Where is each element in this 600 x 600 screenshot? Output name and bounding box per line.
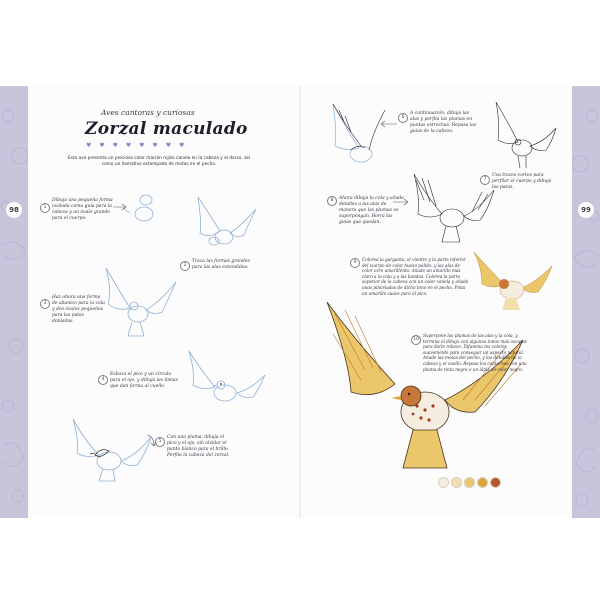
step-8-text: Ahora dibuja la cola y añade detalles a las alas de manera que las plumas se superpongan. Borra las guías que quedan. (339, 196, 404, 225)
swatch-2 (451, 477, 462, 488)
step5-sketch (65, 415, 155, 485)
intro-paragraph: Esta ave presenta un precioso color marrón rojizo canela en la cabeza y el dorso, así como un llamativo estampado de motas en el pecho. (67, 156, 251, 168)
final-thrush-illustration (325, 300, 525, 475)
step-number-7: 7 (480, 175, 490, 185)
swatch-1 (438, 477, 449, 488)
step2-sketch (190, 195, 260, 255)
floral-pattern-icon (0, 86, 28, 518)
left-decorative-band (0, 86, 28, 518)
step-number-1: 1 (40, 203, 50, 213)
step-number-2: 2 (180, 261, 190, 271)
page-number-right: 99 (581, 206, 591, 214)
step-2-text: Traza las formas grandes para las alas extendidas. (192, 259, 250, 270)
step-1-text: Dibuja una pequeña forma ovalada como guía para la cabeza y un óvalo grande para el cuerpo. (52, 198, 113, 221)
step-number-9: 9 (350, 258, 360, 268)
step-number-3: 3 (40, 299, 50, 309)
step-5-text: Con una pluma, dibuja el pico y el ojo, sin olvidar el punto blanco para el brillo. Perfila la cabeza del zorzal. (167, 435, 230, 458)
step7-sketch (490, 98, 560, 173)
step-number-10: 10 (411, 335, 421, 345)
step-number-5: 5 (155, 437, 165, 447)
swatch-3 (464, 477, 475, 488)
step3-sketch (100, 262, 180, 342)
arrow-icon (112, 203, 128, 211)
page-number-left: 98 (9, 206, 19, 214)
section-kicker: Aves cantoras y curiosas (101, 108, 195, 117)
arrow-icon (146, 433, 156, 447)
step-number-6: 6 (398, 113, 408, 123)
step-9-text: Colorea la garganta, el vientre y la parte inferior del cuerpo de color hueso pálido, y las alas de color ocre amarillento. Añade un amarillo más claro a la cola y a las bandas. Colorea la parte superior de la cabeza con un color canela y añade unas pinceladas de dicho tono en el pecho. Pinta un amarillo suave para el pico. (362, 257, 469, 296)
step-10-text: Superpone las plumas de las alas y la cola, y termina el dibujo con algunos tonos más oscuros para darle relieve. Difumina los colores suavemente para conseguir un aspecto natural. Añade las motas del pecho, y los detalles de la cabeza y el cuello. Repasa los contornos con una pluma de tinta negra o un lápiz de color negro. (423, 333, 527, 372)
step-6-text: A continuación, dibuja las alas y perfila las plumas en puntas estrechas. Repasa las guías de la cabeza. (410, 111, 477, 134)
floral-pattern-icon (572, 86, 600, 518)
arrow-icon (378, 118, 398, 128)
step4-sketch (185, 345, 270, 415)
step6-sketch (325, 100, 400, 170)
swatch-4 (477, 477, 488, 488)
step-7-text: Usa trazos cortos para perfilar el cuerpo y dibuja las patas. (492, 173, 552, 190)
step-4-text: Esboza el pico y un círculo para el ojo, y dibuja las líneas que dan forma al cuello. (110, 372, 178, 389)
heart-divider-icon: ♥ ♥ ♥ ♥ ♥ ♥ ♥ ♥ (86, 142, 188, 149)
step-3-text: Haz ahora una forma de abanico para la cola y dos óvalos pequeños para las patas dobladas. (52, 295, 105, 324)
swatch-5 (490, 477, 501, 488)
right-decorative-band (572, 86, 600, 518)
page-title: Zorzal maculado (85, 119, 248, 139)
step-number-4: 4 (98, 375, 108, 385)
arrow-icon (392, 198, 410, 206)
step-number-8: 8 (327, 196, 337, 206)
gutter (299, 86, 301, 518)
